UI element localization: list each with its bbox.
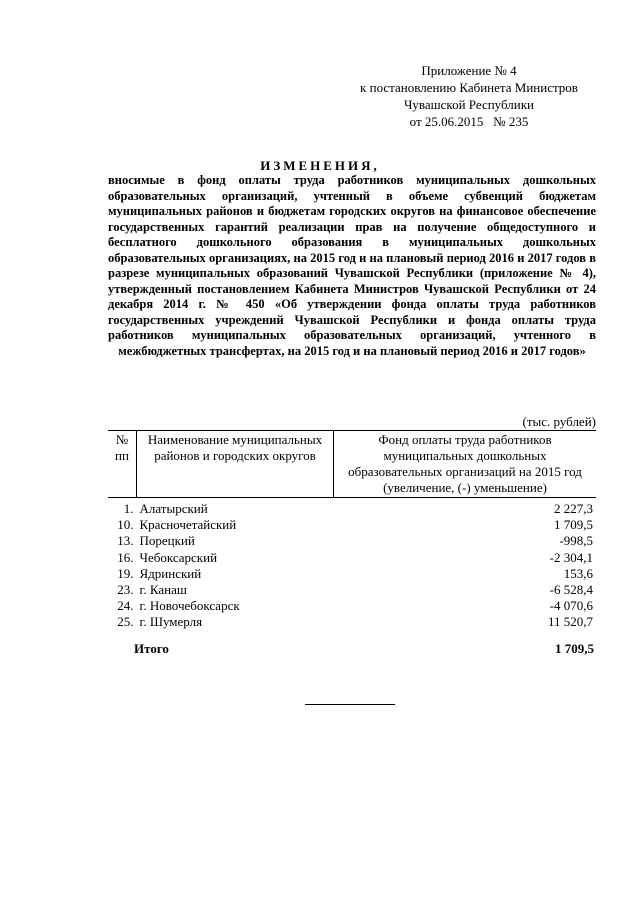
row-name: Чебоксарский [139, 549, 218, 565]
row-name: Красночетайский [139, 517, 237, 533]
row-value: -998,5 [559, 533, 593, 549]
row-number: 10. [117, 517, 134, 533]
row-value: -4 070,6 [549, 598, 593, 614]
row-value: 11 520,7 [547, 614, 593, 630]
appendix-header [344, 62, 594, 130]
row-number: 24. [117, 598, 134, 614]
total-value: 1 709,5 [555, 641, 594, 656]
row-value: -6 528,4 [549, 582, 593, 598]
column-header-name: Наименование муниципальных районов и городских округов [137, 431, 334, 498]
row-value: 153,6 [563, 565, 593, 581]
row-number: 1. [123, 501, 134, 516]
row-name: Алатырский [139, 501, 208, 516]
row-value: 1 709,5 [554, 517, 593, 533]
row-number: 19. [117, 565, 134, 581]
appendix-date: от 25.06.2015 № 235 [409, 114, 529, 129]
row-name: г. Шумерля [139, 614, 203, 630]
document-title: ИЗМЕНЕНИЯ, [260, 158, 380, 173]
appendix-resolution-ref: к постановлению Кабинета Министров [360, 80, 578, 95]
row-value: -2 304,1 [549, 549, 593, 565]
changes-table [108, 430, 596, 631]
row-number: 13. [117, 533, 134, 549]
closing-divider [305, 704, 395, 705]
table-row [108, 498, 596, 518]
total-label: Итого [134, 641, 169, 656]
row-number: 23. [117, 582, 134, 598]
table-row [108, 598, 596, 614]
appendix-number: Приложение № 4 [421, 63, 517, 78]
table-row [108, 614, 596, 630]
row-value: 2 227,3 [554, 501, 593, 516]
appendix-republic: Чувашской Республики [403, 97, 535, 112]
table-row [108, 550, 596, 566]
row-name: г. Новочебоксарск [139, 598, 240, 614]
column-header-number: № пп [108, 431, 137, 498]
document-subtitle: вносимые в фонд оплаты труда работников муниципальных дошкольных образовательных организаций, учтенный в объеме субвенций бюджетам муниципальных районов и бюджетам городских округов на финансовое обеспечение государственных гарантий реализации прав на получение общедоступного и бесплатного дошкольного образования в муниципальных дошкольных образовательных организациях, на 2015 год и на плановый период 2016 и 2017 годов в разрезе муниципальных образований Чувашской Республики (приложение № 4), утвержденный постановлением Кабинета Министров Чувашской Республики от 24 декабря 2014 г. № 450 «Об утверждении фонда оплаты труда работников государственных учреждений Чувашской Республики и фонда оплаты труда работников муниципальных образовательных организаций, учтенного в межбюджетных трансфертах, на 2015 год и на плановый период 2016 и 2017 годов» [108, 173, 596, 358]
table-row [108, 566, 596, 582]
row-name: Порецкий [139, 533, 195, 549]
table-header-row [108, 431, 596, 498]
row-name: Ядринский [139, 565, 202, 581]
table-row [108, 533, 596, 549]
row-number: 16. [117, 549, 134, 565]
table-row [108, 517, 596, 533]
units-label: (тыс. рублей) [522, 414, 596, 429]
column-header-value: Фонд оплаты труда работников муниципальных дошкольных образовательных организаций на 2015 год (увеличение, (-) уменьшение) [334, 431, 597, 498]
row-name: г. Канаш [139, 582, 187, 598]
table-row [108, 582, 596, 598]
row-number: 25. [117, 614, 134, 630]
table-body [108, 498, 596, 631]
